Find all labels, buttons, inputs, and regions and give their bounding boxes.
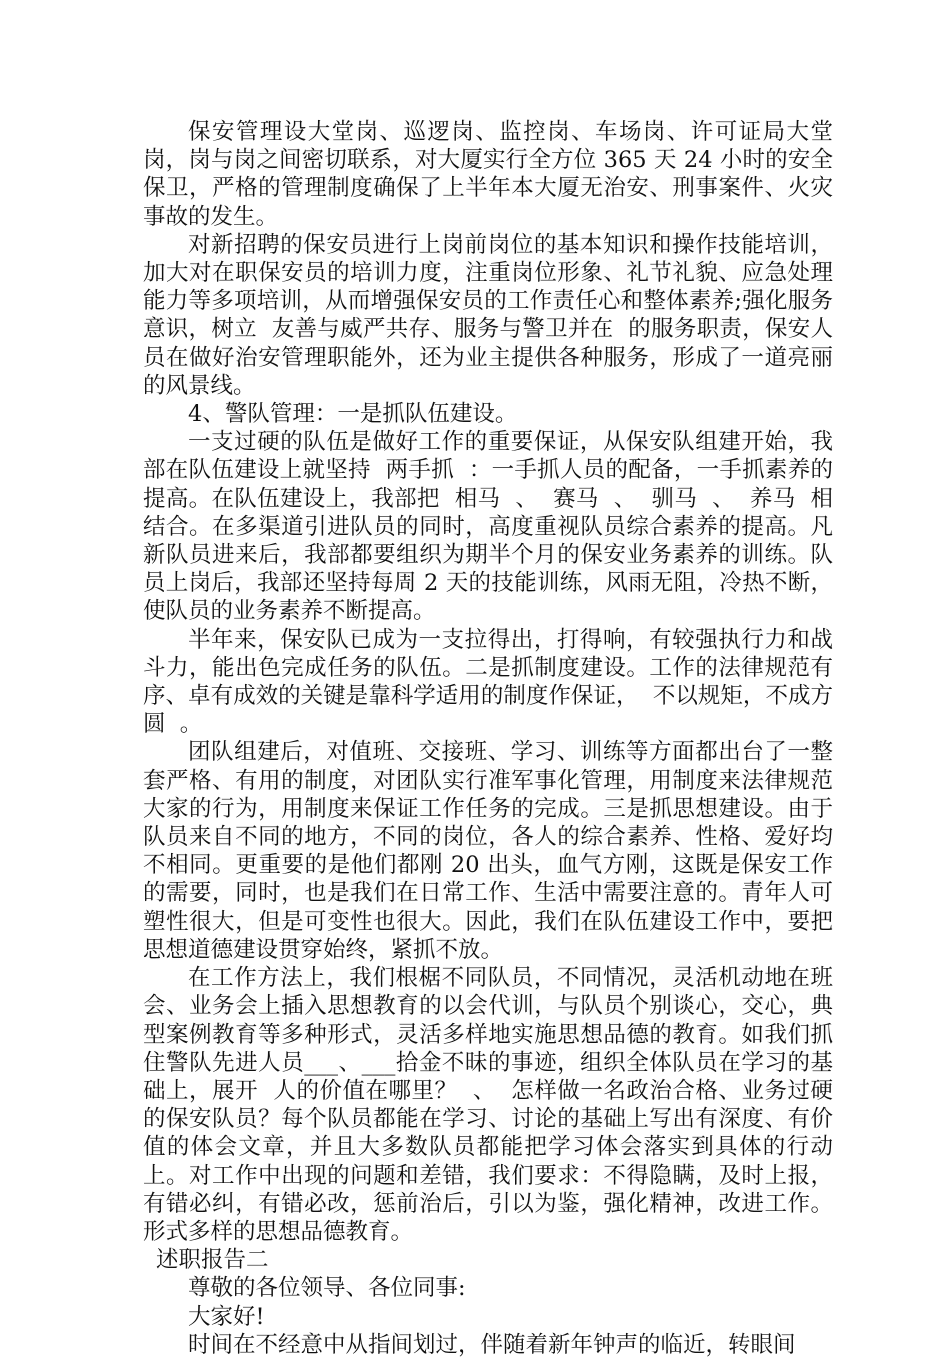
closing-line: 时间在不经意中从指间划过，伴随着新年钟声的临近，转眼间 — [188, 1331, 796, 1358]
paragraph-training: 对新招聘的保安员进行上岗前岗位的基本知识和操作技能培训，加大对在职保安员的培训力度，注重岗位形象、礼节礼貌、应急处理能力等多项培训，从而增强保安员的工作责任心和整体素养;强化服务意识，树立 友善与威严共存、服务与警卫并在 的服务职责，保安人员在做好治安管理职能外，还为业主提供各种服务，形成了一道亮丽的风景线。 — [143, 231, 833, 399]
greeting: 大家好! — [188, 1303, 265, 1330]
document-page — [143, 118, 833, 1359]
paragraph-work-methods: 在工作方法上，我们根椐不同队员，不同情况，灵活机动地在班会、业务会上插入思想教育的以会代训，与队员个别谈心，交心，典型案例教育等多种形式，灵活多样地实施思想品德的教育。如我们抓住警队先进人员___、___拾金不昧的事迹，组织全体队员在学习的基础上，展开 人的价值在哪里？ 、 怎样做一名政治合格、业务过硬的保安队员？每个队员都能在学习、讨论的基础上写出有深度、有价值的体会文章，并且大多数队员都能把学习体会落实到具体的行动上。对工作中出现的问题和差错，我们要求：不得隐瞒，及时上报，有错必纠，有错必改，惩前治后，引以为鉴，强化精神，改进工作。形式多样的思想品德教育。 — [143, 965, 833, 1245]
paragraph-team-building: 一支过硬的队伍是做好工作的重要保证，从保安队组建开始，我部在队伍建设上就坚持 两手抓 ：一手抓人员的配备，一手抓素养的提高。在队伍建设上，我部把 相马 、 赛马 、 驯马 、 养马 相结合。在多渠道引进队员的同时，高度重视队员综合素养的提高。凡新队员进来后，我部都要组织为期半个月的保安业务素养的训练。队员上岗后，我部还坚持每周 2 天的技能训练，风雨无阻，冷热不断，使队员的业务素养不断提高。 — [143, 429, 833, 625]
salutation: 尊敬的各位领导、各位同事: — [188, 1275, 466, 1302]
section-title: 述职报告二 — [156, 1247, 269, 1274]
paragraph-system-building: 团队组建后，对值班、交接班、学习、训练等方面都出台了一整套严格、有用的制度，对团队实行准军事化管理，用制度来法律规范大家的行为，用制度来保证工作任务的完成。三是抓思想建设。由于队员来自不同的地方，不同的岗位，各人的综合素养、性格、爱好均不相同。更重要的是他们都刚 20 出头，血气方刚，这既是保安工作的需要，同时，也是我们在日常工作、生活中需要注意的。青年人可塑性很大，但是可变性也很大。因此，我们在队伍建设工作中，要把思想道德建设贯穿始终，紧抓不放。 — [143, 739, 833, 963]
paragraph-half-year: 半年来，保安队已成为一支拉得出，打得响，有较强执行力和战斗力，能出色完成任务的队伍。二是抓制度建设。工作的法律规范有序、卓有成效的关键是靠科学适用的制度作保证， 不以规矩，不成方圆 。 — [143, 626, 833, 738]
paragraph-team-management: 4、警队管理：一是抓队伍建设。 — [188, 401, 518, 428]
paragraph-security-posts: 保安管理设大堂岗、巡逻岗、监控岗、车场岗、许可证局大堂岗，岗与岗之间密切联系，对大厦实行全方位 365 天 24 小时的安全保卫，严格的管理制度确保了上半年本大厦无治安、刑事案件、火灾事故的发生。 — [143, 119, 833, 230]
